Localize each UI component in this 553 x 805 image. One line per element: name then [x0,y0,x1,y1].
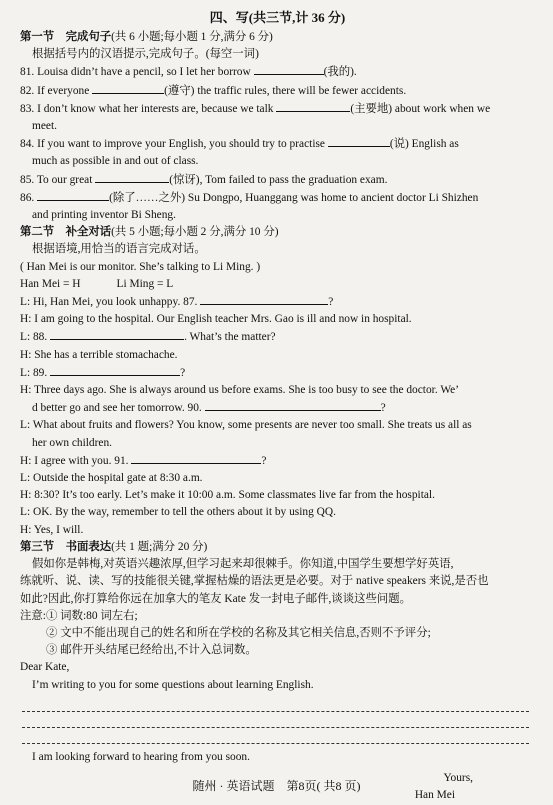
question-84-cont: much as possible in and out of class. [32,155,199,168]
question-86: 86. (除了……之外) Su Dongpo, Huanggang was home to ancient doctor Li Shizhen [20,189,535,207]
writing-line[interactable] [22,696,529,712]
question-83: 83. I don’t know what her interests are, because we talk (主要地) about work when we [20,100,535,118]
note-line: 注意:① 词数:80 词左右; [20,609,138,622]
dialogue-roles: Han Mei = H Li Ming = L [20,277,174,290]
question-85: 85. To our great (惊讶), Tom failed to pass the graduation exam. [20,171,535,189]
question-84: 84. If you want to improve your English, you should try to practise (说) English as [20,135,535,153]
prompt-line: 练就听、说、读、写的技能很关键,掌握枯燥的语法更是必要。对于 native speakers 来说,是否也 [20,575,489,588]
dialogue-line: H: Yes, I will. [20,523,84,536]
answer-blank-81[interactable] [254,63,324,75]
dialogue-line: L: OK. By the way, remember to tell the others about it by using QQ. [20,506,336,519]
dialogue-line: H: 8:30? It’s too early. Let’s make it 10:00 a.m. Some classmates live far from the hospital. [20,489,435,502]
prompt-line: 如此?因此,你打算给你远在加拿大的笔友 Kate 发一封电子邮件,谈谈这些问题。 [20,592,412,605]
answer-blank-82[interactable] [92,82,164,94]
question-83-cont: meet. [32,120,57,133]
dialogue-line-87: L: Hi, Han Mei, you look unhappy. 87. ? [20,293,535,311]
answer-blank-85[interactable] [95,171,169,183]
answer-blank-83[interactable] [276,100,350,112]
answer-blank-91[interactable] [131,452,261,464]
answer-blank-90[interactable] [205,399,381,411]
email-signature: Han Mei [414,789,455,802]
dialogue-context: ( Han Mei is our monitor. She’s talking to Li Ming. ) [20,260,261,273]
dialogue-line: H: I am going to the hospital. Our English teacher Mrs. Gao is ill and now in hospital. [20,313,412,326]
answer-blank-88[interactable] [50,328,184,340]
section2-instruction: 根据语境,用恰当的语言完成对话。 [32,243,206,256]
dialogue-line-90: d better go and see her tomorrow. 90. ? [20,399,535,417]
dialogue-line-91: H: I agree with you. 91. ? [20,452,535,470]
email-greeting: Dear Kate, [20,661,70,674]
email-signoff: Yours, [443,771,473,784]
section1-instruction: 根据括号内的汉语提示,完成句子。(每空一词) [32,48,259,61]
question-86-cont: and printing inventor Bi Sheng. [32,209,176,222]
answer-blank-89[interactable] [50,364,180,376]
section3-heading: 第三节 书面表达(共 1 题;满分 20 分) [20,540,208,553]
page-footer: 随州 · 英语试题 第8页( 共8 页) [192,779,361,793]
email-closing: I am looking forward to hearing from you soon. [32,750,250,763]
section2-heading: 第二节 补全对话(共 5 小题;每小题 2 分,满分 10 分) [20,226,279,239]
dialogue-line: H: She has a terrible stomachache. [20,348,178,361]
writing-line[interactable] [22,712,529,728]
dialogue-line-88: L: 88. . What’s the matter? [20,328,535,346]
answer-blank-87[interactable] [200,293,328,305]
dialogue-line: L: What about fruits and flowers? You know, some presents are never too small. She treats us all as [20,419,472,432]
dialogue-line: L: Outside the hospital gate at 8:30 a.m. [20,472,203,485]
part-title: 四、写(共三节,计 36 分) [209,10,346,25]
note-line: ② 文中不能出现自己的姓名和所在学校的名称及其它相关信息,否则不予评分; [46,626,431,639]
dialogue-line: H: Three days ago. She is always around us before exams. She is too busy to see the doctor. We’ [20,384,460,397]
answer-blank-86[interactable] [37,189,109,201]
dialogue-line-cont: her own children. [32,436,113,449]
question-81: 81. Louisa didn’t have a pencil, so I let her borrow (我的). [20,63,535,81]
question-82: 82. If everyone (遵守) the traffic rules, there will be fewer accidents. [20,82,535,100]
dialogue-line-89: L: 89. ? [20,364,535,382]
email-opening: I’m writing to you for some questions about learning English. [32,678,314,691]
answer-blank-84[interactable] [328,135,390,147]
note-line: ③ 邮件开头结尾已经给出,不计入总词数。 [46,644,257,657]
prompt-line: 假如你是韩梅,对英语兴趣浓厚,但学习起来却很棘手。你知道,中国学生要想学好英语, [32,558,454,571]
section1-heading: 第一节 完成句子(共 6 小题;每小题 1 分,满分 6 分) [20,31,273,43]
writing-line[interactable] [22,728,529,744]
